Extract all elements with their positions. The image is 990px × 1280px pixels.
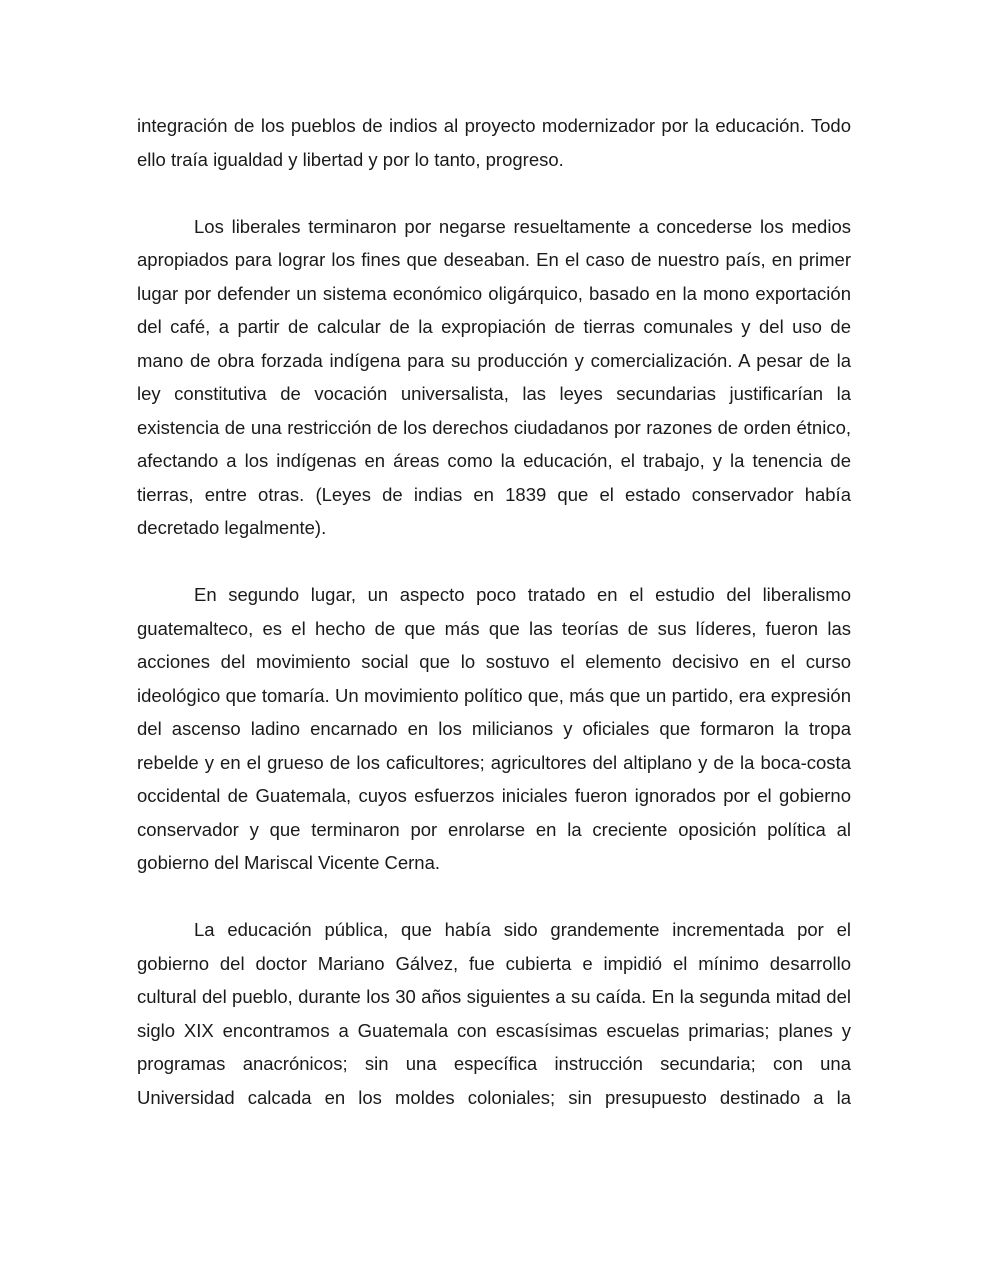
paragraph-3: En segundo lugar, un aspecto poco tratado en el estudio del liberalismo guatemalteco, es el hecho de que más que las teorías de sus líderes, fueron las acciones del movimiento social que lo sostuvo el elemento decisivo en el curso ideológico que tomaría. Un movimiento político que, más que un partido, era expresión del ascenso ladino encarnado en los milicianos y oficiales que formaron la tropa rebelde y en el grueso de los caficultores; agricultores del altiplano y de la boca-costa occidental de Guatemala, cuyos esfuerzos iniciales fueron ignorados por el gobierno conservador y que terminaron por enrolarse en la creciente oposición política al gobierno del Mariscal Vicente Cerna.: [137, 584, 851, 873]
paragraph-2: Los liberales terminaron por negarse resueltamente a concederse los medios apropiados para lograr los fines que deseaban. En el caso de nuestro país, en primer lugar por defender un sistema económico oligárquico, basado en la mono exportación del café, a partir de calcular de la expropiación de tierras comunales y del uso de mano de obra forzada indígena para su producción y comercialización. A pesar de la ley constitutiva de vocación universalista, las leyes secundarias justificarían la existencia de una restricción de los derechos ciudadanos por razones de orden étnico, afectando a los indígenas en áreas como la educación, el trabajo, y la tenencia de tierras, entre otras. (Leyes de indias en 1839 que el estado conservador había decretado legalmente).: [137, 215, 851, 538]
document-body: [137, 109, 851, 1148]
paragraph-4: La educación pública, que había sido grandemente incrementada por el gobierno del doctor Mariano Gálvez, fue cubierta e impidió el mínimo desarrollo cultural del pueblo, durante los 30 años siguientes a su caída. En la segunda mitad del siglo XIX encontramos a Guatemala con escasísimas escuelas primarias; planes y programas anacrónicos; sin una específica instrucción secundaria; con una Universidad calcada en los moldes coloniales; sin presupuesto destinado a la: [137, 919, 851, 1108]
paragraph-1: integración de los pueblos de indios al proyecto modernizador por la educación. Todo ello traía igualdad y libertad y por lo tanto, progreso.: [137, 115, 851, 170]
